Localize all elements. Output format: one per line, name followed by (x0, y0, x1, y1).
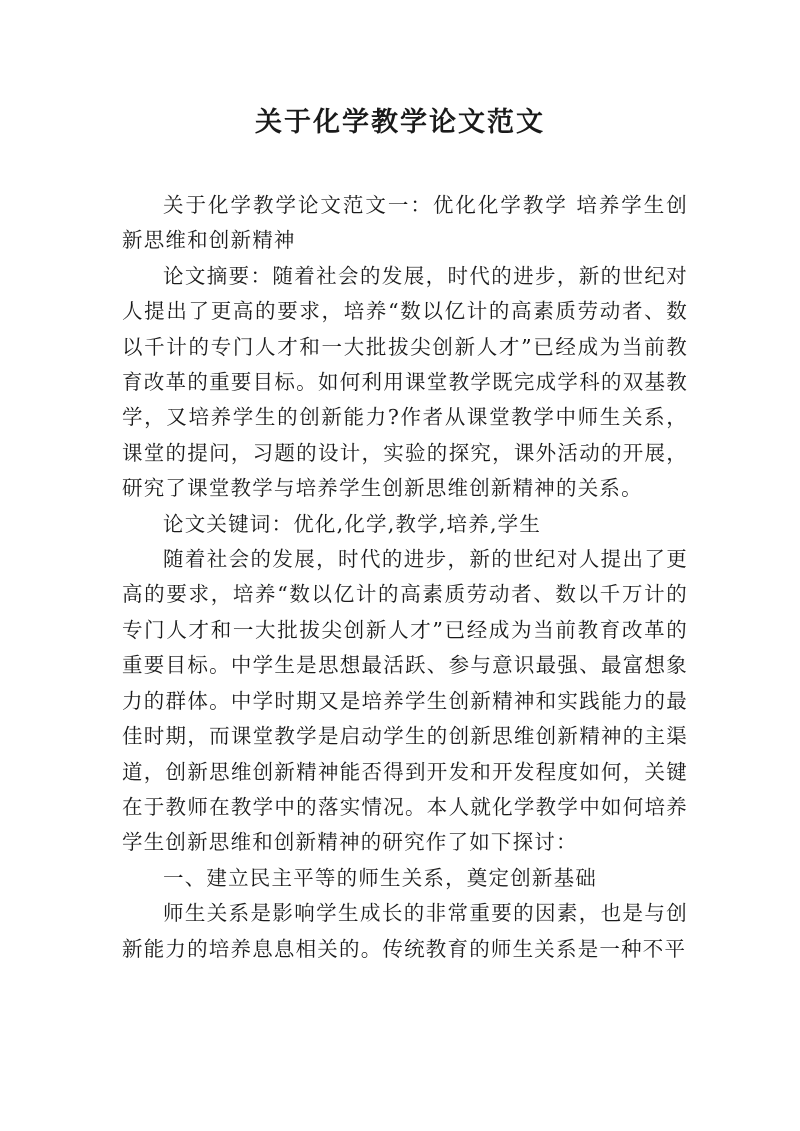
subsection-heading: 一、建立民主平等的师生关系，奠定创新基础 (163, 865, 597, 890)
body-paragraph: 随着社会的发展，时代的进步，新的世纪对人提出了更高的要求，培养“数以亿计的高素质劳动者、数以千万计的专门人才和一大批拔尖创新人才”已经成为当前教育改革的重要目标。中学生是思想最活跃、参与意识最强、最富想象力的群体。中学时期又是培养学生创新精神和实践能力的最佳时期，而课堂教学是启动学生的创新思维创新精神的主渠道，创新思维创新精神能否得到开发和开发程度如何，关键在于教师在教学中的落实情况。本人就化学教学中如何培养学生创新思维和创新精神的研究作了如下探讨： (122, 547, 688, 855)
body-paragraph: 师生关系是影响学生成长的非常重要的因素，也是与创新能力的培养息息相关的。传统教育的师生关系是一种不平 (122, 901, 688, 961)
abstract-paragraph: 论文摘要：随着社会的发展，时代的进步，新的世纪对人提出了更高的要求，培养“数以亿计的高素质劳动者、数以千计的专门人才和一大批拔尖创新人才”已经成为当前教育改革的重要目标。如何利用课堂教学既完成学科的双基教学，又培养学生的创新能力?作者从课堂教学中师生关系，课堂的提问，习题的设计，实验的探究，课外活动的开展，研究了课堂教学与培养学生创新思维创新精神的关系。 (122, 263, 688, 501)
section-heading: 关于化学教学论文范文一：优化化学教学 培养学生创新思维和创新精神 (122, 193, 688, 253)
keywords-paragraph: 论文关键词：优化,化学,教学,培养,学生 (163, 511, 542, 536)
document-body (122, 188, 688, 967)
document-title: 关于化学教学论文范文 (255, 107, 545, 138)
